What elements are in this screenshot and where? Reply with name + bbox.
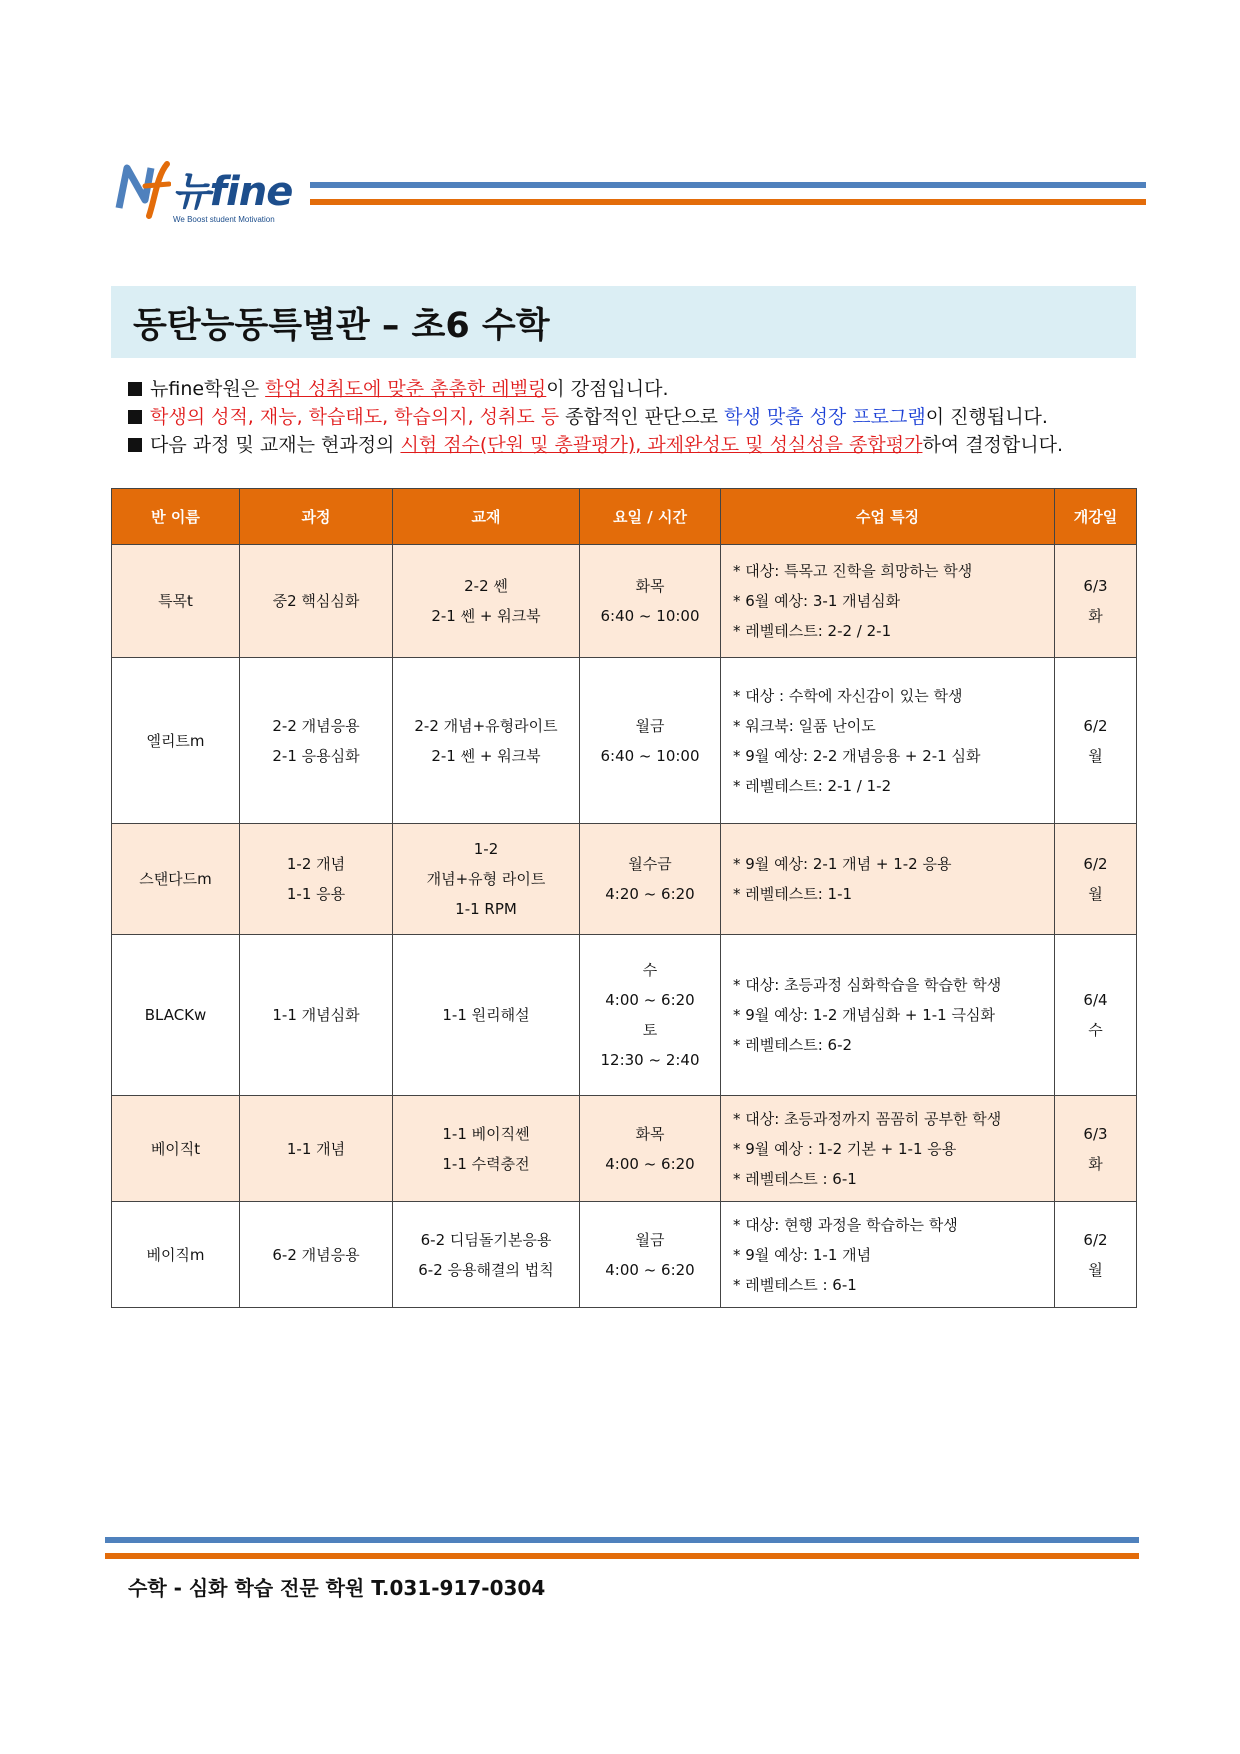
cell-textbook [393, 1096, 580, 1202]
cell-textbook-line: 2-2 쎈 [464, 577, 508, 595]
cell-start-date-line: 월 [1088, 1260, 1103, 1279]
header-start-date: 개강일 [1055, 489, 1137, 545]
notice-text: 학생의 성적, 재능, 학습태도, 학습의지, 성취도 등 [150, 406, 560, 428]
cell-day-time-line: 월수금 [628, 855, 672, 873]
cell-features-line: * 워크북: 일품 난이도 [733, 716, 876, 735]
cell-course [240, 1202, 393, 1308]
cell-features-line: * 9월 예상 : 1-2 기본 + 1-1 응용 [733, 1139, 957, 1158]
cell-course-line: 1-2 개념 [286, 855, 346, 873]
table-row [112, 545, 1137, 658]
cell-day-time-line: 화목 [635, 1124, 665, 1143]
footer-contact: 수학 - 심화 학습 전문 학원 T.031-917-0304 [128, 1576, 546, 1600]
cell-day-time-line: 4:20 ~ 6:20 [605, 885, 695, 903]
header-features: 수업 특징 [721, 489, 1055, 545]
table-header-row [112, 489, 1137, 545]
cell-day-time [580, 824, 721, 935]
cell-start-date [1055, 824, 1137, 935]
cell-textbook [393, 658, 580, 824]
cell-start-date-line: 6/2 [1083, 855, 1108, 873]
cell-day-time [580, 935, 721, 1096]
bullet-square-icon [128, 410, 142, 424]
notice-list [128, 375, 1063, 459]
cell-textbook [393, 545, 580, 658]
cell-start-date [1055, 1202, 1137, 1308]
cell-day-time-line: 12:30 ~ 2:40 [600, 1051, 700, 1069]
cell-day-time [580, 1202, 721, 1308]
cell-start-date-line: 6/4 [1083, 991, 1108, 1009]
cell-course-line: 2-2 개념응용 [272, 716, 360, 735]
cell-features-line: * 레벨테스트: 2-2 / 2-1 [733, 622, 892, 640]
header-rule-blue [310, 182, 1146, 188]
logo-wordmark: 뉴fine [172, 169, 293, 215]
header-textbook: 교재 [393, 489, 580, 545]
cell-course [240, 1096, 393, 1202]
cell-start-date [1055, 545, 1137, 658]
cell-day-time-line: 4:00 ~ 6:20 [605, 1154, 695, 1173]
cell-textbook-line: 1-1 RPM [455, 900, 517, 918]
cell-course-line: 1-1 개념 [286, 1139, 346, 1158]
brand-logo [115, 158, 295, 230]
cell-day-time [580, 658, 721, 824]
cell-start-date-line: 월 [1088, 885, 1103, 903]
cell-day-time-line: 4:00 ~ 6:20 [605, 991, 695, 1009]
cell-start-date [1055, 935, 1137, 1096]
notice-text: 학업 성취도에 맞춘 촘촘한 레벨링 [265, 378, 547, 400]
cell-textbook-line: 1-1 수력충전 [442, 1154, 530, 1173]
bullet-square-icon [128, 438, 142, 452]
cell-course [240, 824, 393, 935]
cell-textbook-line: 1-1 원리해설 [442, 1006, 530, 1024]
cell-textbook-line: 1-1 베이직쎈 [442, 1124, 530, 1143]
cell-features [721, 545, 1055, 658]
notice-text: 이 강점입니다. [546, 378, 669, 400]
cell-features-line: * 레벨테스트: 1-1 [733, 885, 853, 903]
cell-start-date-line: 6/3 [1083, 577, 1108, 595]
bullet-square-icon [128, 382, 142, 396]
logo-tagline: We Boost student Motivation [173, 215, 275, 224]
notice-item [128, 431, 1063, 459]
cell-features-line: * 9월 예상: 1-1 개념 [733, 1245, 872, 1264]
cell-course-line: 중2 핵심심화 [272, 592, 360, 610]
cell-start-date-line: 화 [1088, 607, 1103, 625]
cell-features-line: * 레벨테스트: 6-2 [733, 1036, 853, 1054]
cell-features [721, 824, 1055, 935]
cell-textbook-line: 6-2 디딤돌기본응용 [420, 1230, 552, 1249]
cell-features [721, 1096, 1055, 1202]
footer-rule-blue [105, 1537, 1139, 1543]
cell-day-time-line: 4:00 ~ 6:20 [605, 1260, 695, 1279]
cell-textbook-line: 1-2 [473, 840, 499, 858]
cell-course-line: 6-2 개념응용 [272, 1245, 360, 1264]
cell-course [240, 545, 393, 658]
cell-textbook [393, 935, 580, 1096]
header-rule-orange [310, 199, 1146, 205]
notice-text: 다음 과정 및 교재는 현과정의 [150, 434, 401, 456]
cell-textbook-line: 2-1 쎈 + 워크북 [431, 746, 541, 765]
footer-rule-orange [105, 1553, 1139, 1559]
cell-features-line: * 대상: 특목고 진학을 희망하는 학생 [733, 562, 973, 580]
cell-course-line: 1-1 응용 [286, 885, 346, 903]
cell-features-line: * 대상: 초등과정 심화학습을 학습한 학생 [733, 976, 1002, 994]
cell-textbook [393, 1202, 580, 1308]
notice-item [128, 403, 1063, 431]
cell-course [240, 935, 393, 1096]
cell-day-time [580, 545, 721, 658]
notice-text: 종합적인 판단으로 [559, 406, 725, 428]
cell-start-date-line: 수 [1088, 1021, 1103, 1039]
cell-day-time-line: 6:40 ~ 10:00 [600, 746, 700, 765]
cell-start-date-line: 6/2 [1083, 1230, 1108, 1249]
cell-start-date-line: 6/2 [1083, 716, 1108, 735]
cell-day-time-line: 월금 [635, 1230, 665, 1249]
cell-day-time-line: 수 [642, 961, 658, 979]
cell-class-name: 베이직m [112, 1202, 240, 1308]
cell-features-line: * 대상: 초등과정까지 꼼꼼히 공부한 학생 [733, 1109, 1002, 1128]
cell-day-time [580, 1096, 721, 1202]
cell-start-date-line: 월 [1088, 746, 1103, 765]
cell-textbook-line: 개념+유형 라이트 [426, 870, 546, 888]
cell-class-name: 특목t [112, 545, 240, 658]
cell-class-name: 베이직t [112, 1096, 240, 1202]
cell-course-line: 2-1 응용심화 [272, 746, 360, 765]
class-schedule-table [111, 488, 1137, 1308]
cell-day-time-line: 화목 [635, 577, 665, 595]
cell-textbook-line: 2-2 개념+유형라이트 [414, 716, 558, 735]
cell-features [721, 935, 1055, 1096]
table-row [112, 1202, 1137, 1308]
cell-course [240, 658, 393, 824]
cell-features [721, 658, 1055, 824]
cell-day-time-line: 월금 [635, 716, 665, 735]
title-banner [111, 286, 1136, 358]
cell-textbook-line: 2-1 쎈 + 워크북 [431, 607, 541, 625]
cell-features [721, 1202, 1055, 1308]
cell-day-time-line: 토 [642, 1021, 658, 1039]
notice-text: 하여 결정합니다. [922, 434, 1064, 456]
header-class-name: 반 이름 [112, 489, 240, 545]
notice-text: 이 진행됩니다. [925, 406, 1048, 428]
cell-class-name: 스탠다드m [112, 824, 240, 935]
cell-class-name: 엘리트m [112, 658, 240, 824]
cell-features-line: * 6월 예상: 3-1 개념심화 [733, 592, 901, 610]
notice-text: 시험 점수(단원 및 총괄평가), 과제완성도 및 성실성을 종합평가 [400, 434, 923, 456]
cell-features-line: * 대상 : 수학에 자신감이 있는 학생 [733, 686, 963, 705]
notice-text: 뉴fine학원은 [150, 378, 266, 400]
notice-item [128, 375, 1063, 403]
table-row [112, 824, 1137, 935]
cell-features-line: * 레벨테스트 : 6-1 [733, 1275, 857, 1294]
nf-logo-icon [115, 158, 171, 220]
cell-features-line: * 9월 예상: 2-2 개념응용 + 2-1 심화 [733, 746, 981, 765]
cell-features-line: * 대상: 현행 과정을 학습하는 학생 [733, 1215, 958, 1234]
cell-start-date-line: 화 [1088, 1154, 1103, 1173]
table-row [112, 658, 1137, 824]
cell-start-date [1055, 1096, 1137, 1202]
cell-features-line: * 레벨테스트 : 6-1 [733, 1169, 857, 1188]
page-title: 동탄능동특별관 – 초6 수학 [133, 306, 550, 346]
table-row [112, 1096, 1137, 1202]
cell-start-date [1055, 658, 1137, 824]
header-day-time: 요일 / 시간 [580, 489, 721, 545]
cell-day-time-line: 6:40 ~ 10:00 [600, 607, 700, 625]
cell-features-line: * 9월 예상: 2-1 개념 + 1-2 응용 [733, 855, 952, 873]
cell-course-line: 1-1 개념심화 [272, 1006, 360, 1024]
cell-textbook [393, 824, 580, 935]
header-course: 과정 [240, 489, 393, 545]
cell-textbook-line: 6-2 응용해결의 법칙 [418, 1260, 554, 1279]
cell-features-line: * 레벨테스트: 2-1 / 1-2 [733, 776, 892, 795]
cell-features-line: * 9월 예상: 1-2 개념심화 + 1-1 극심화 [733, 1006, 995, 1024]
cell-class-name: BLACKw [112, 935, 240, 1096]
notice-text: 학생 맞춤 성장 프로그램 [724, 406, 926, 428]
cell-start-date-line: 6/3 [1083, 1124, 1108, 1143]
table-row [112, 935, 1137, 1096]
